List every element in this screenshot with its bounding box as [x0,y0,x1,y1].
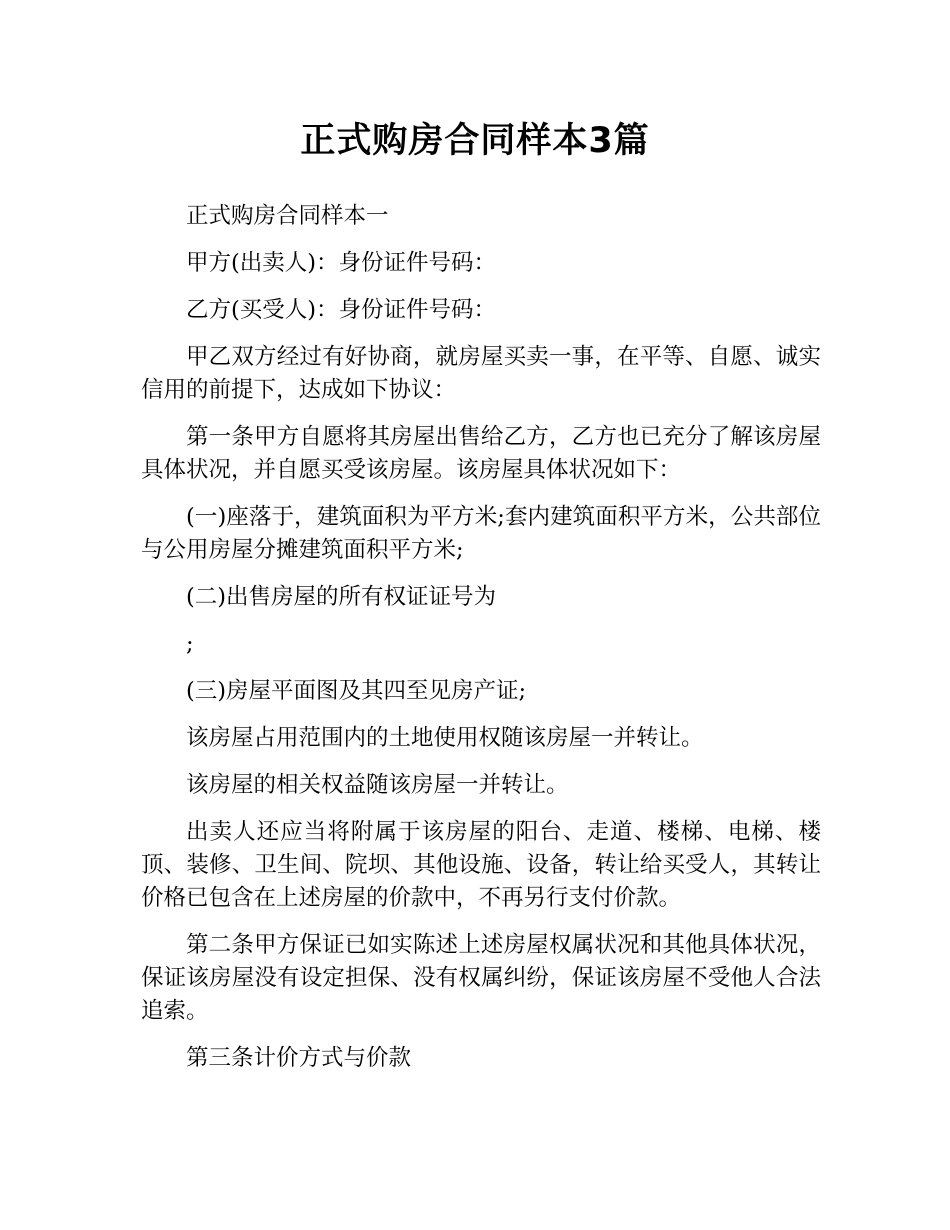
fixtures-clause: 出卖人还应当将附属于该房屋的阳台、走道、楼梯、电梯、楼顶、装修、卫生间、院坝、其他设施、设备，转让给买受人，其转让价格已包含在上述房屋的价款中，不再另行支付价款。 [141,819,821,911]
article-3: 第三条计价方式与价款 [186,1045,412,1071]
article-1-item-3: (三)房屋平面图及其四至见房产证; [186,678,527,704]
party-b-line: 乙方(买受人)：身份证件号码： [186,297,497,323]
article-1: 第一条甲方自愿将其房屋出售给乙方，乙方也已充分了解该房屋具体状况，并自愿买受该房屋。该房屋具体状况如下： [141,424,821,483]
agreement-preamble: 甲乙双方经过有好协商，就房屋买卖一事，在平等、自愿、诚实信用的前提下，达成如下协议： [141,344,821,403]
article-1-item-2-end: ; [186,631,194,657]
document-body [141,200,821,1089]
land-use-clause: 该房屋占用范围内的土地使用权随该房屋一并转让。 [186,725,704,751]
document-title: 正式购房合同样本3篇 [300,121,650,161]
article-2: 第二条甲方保证已如实陈述上述房屋权属状况和其他具体状况，保证该房屋没有设定担保、没有权属纠纷，保证该房屋不受他人合法追索。 [141,932,821,1024]
rights-clause: 该房屋的相关权益随该房屋一并转让。 [186,772,569,798]
party-a-line: 甲方(出卖人)：身份证件号码： [186,250,497,276]
article-1-item-1: (一)座落于，建筑面积为平方米;套内建筑面积平方米，公共部位与公用房屋分摊建筑面积平方米; [141,504,821,563]
article-1-item-2: (二)出售房屋的所有权证证号为 [186,584,497,610]
section-heading: 正式购房合同样本一 [186,203,389,229]
